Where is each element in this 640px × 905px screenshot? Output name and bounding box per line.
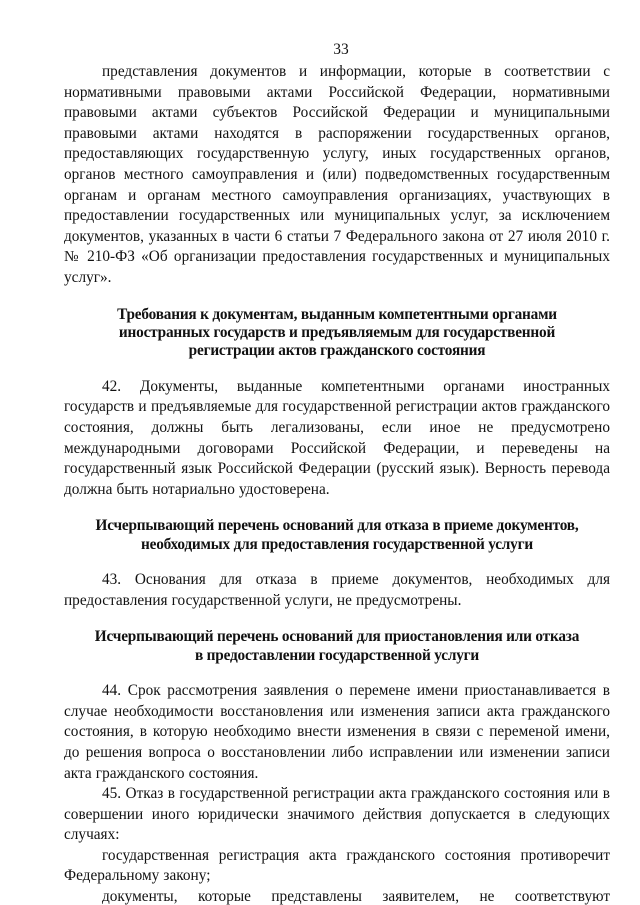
section-heading-refusal-reception — [64, 517, 610, 554]
paragraph-45-item-1: государственная регистрация акта гражданского состояния противоречит Федеральному закону; — [64, 846, 610, 885]
paragraph-43: 43. Основания для отказа в приеме документов, необходимых для предоставления государственной услуги, не предусмотрены. — [64, 571, 610, 609]
paragraph-44: 44. Срок рассмотрения заявления о перемене имени приостанавливается в случае необходимости восстановления или изменения записи акта гражданского состояния, в которую необходимо внести изменения в связи с переменой имени, до решения вопроса о восстановлении либо исправлении или изменении записи акта гражданского состояния. — [64, 682, 610, 782]
section-heading-suspension-refusal — [64, 628, 610, 665]
heading-line: в предоставлении государственной услуги — [194, 646, 480, 664]
heading-line: Исчерпывающий перечень оснований для отказа в приеме документов, — [95, 517, 579, 535]
section-heading-foreign-documents — [64, 306, 610, 361]
paragraph-45: 45. Отказ в государственной регистрации акта гражданского состояния или в совершении иного юридически значимого действия допускается в следующих случаях: — [64, 785, 610, 844]
paragraph-45-item-2: документы, которые представлены заявителем, не соответствуют — [102, 888, 610, 905]
paragraph-continuation: представления документов и информации, которые в соответствии с нормативными правовыми актами Российской Федерации, нормативными правовыми актами субъектов Российской Федерации и муниципальными правовыми актами находятся в распоряжении государственных органов, предоставляющих государственную услугу, иных государственных органов, органов местного самоуправления и (или) подведомственных государственным органам и органам местного самоуправления организациях, участвующих в предоставлении государственных или муниципальных услуг, за исключением документов, указанных в части 6 статьи 7 Федерального закона от 27 июля 2010 г. № 210-ФЗ «Об организации предоставления государственных и муниципальных услуг». — [64, 63, 610, 286]
heading-line: Требования к документам, выданным компетентными органами — [117, 305, 557, 323]
page-number: 33 — [333, 41, 349, 58]
heading-line: Исчерпывающий перечень оснований для приостановления или отказа — [94, 628, 580, 646]
heading-line: необходимых для предоставления государственной услуги — [141, 535, 533, 553]
heading-line: иностранных государств и предъявляемым для государственной — [118, 323, 556, 341]
heading-line: регистрации актов гражданского состояния — [188, 342, 486, 360]
paragraph-42: 42. Документы, выданные компетентными органами иностранных государств и предъявляемые для государственной регистрации актов гражданского состояния, должны быть легализованы, если иное не предусмотрено международными договорами Российской Федерации, и переведены на государственный язык Российской Федерации (русский язык). Верность перевода должна быть нотариально удостоверена. — [64, 377, 610, 498]
